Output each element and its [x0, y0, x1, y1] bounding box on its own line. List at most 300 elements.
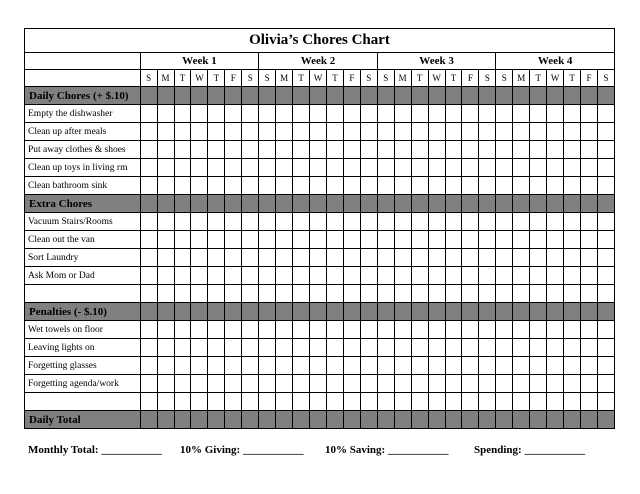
check-cell[interactable]: [445, 339, 462, 357]
check-cell[interactable]: [597, 141, 614, 159]
check-cell[interactable]: [310, 249, 327, 267]
check-cell[interactable]: [377, 249, 394, 267]
check-cell[interactable]: [343, 123, 360, 141]
check-cell[interactable]: [225, 285, 242, 303]
check-cell[interactable]: [360, 357, 377, 375]
check-cell[interactable]: [293, 231, 310, 249]
check-cell[interactable]: [140, 141, 157, 159]
check-cell[interactable]: [360, 159, 377, 177]
check-cell[interactable]: [394, 123, 411, 141]
check-cell[interactable]: [581, 321, 598, 339]
check-cell[interactable]: [581, 231, 598, 249]
check-cell[interactable]: [462, 123, 479, 141]
check-cell[interactable]: [191, 159, 208, 177]
check-cell[interactable]: [174, 339, 191, 357]
check-cell[interactable]: [293, 267, 310, 285]
check-cell[interactable]: [208, 267, 225, 285]
check-cell[interactable]: [564, 249, 581, 267]
check-cell[interactable]: [259, 213, 276, 231]
check-cell[interactable]: [259, 105, 276, 123]
check-cell[interactable]: [293, 123, 310, 141]
check-cell[interactable]: [242, 105, 259, 123]
check-cell[interactable]: [343, 393, 360, 411]
check-cell[interactable]: [462, 213, 479, 231]
check-cell[interactable]: [326, 159, 343, 177]
check-cell[interactable]: [326, 249, 343, 267]
check-cell[interactable]: [276, 339, 293, 357]
check-cell[interactable]: [293, 213, 310, 231]
check-cell[interactable]: [259, 267, 276, 285]
check-cell[interactable]: [581, 267, 598, 285]
check-cell[interactable]: [377, 231, 394, 249]
check-cell[interactable]: [496, 285, 513, 303]
check-cell[interactable]: [513, 357, 530, 375]
check-cell[interactable]: [564, 123, 581, 141]
check-cell[interactable]: [597, 105, 614, 123]
check-cell[interactable]: [496, 249, 513, 267]
check-cell[interactable]: [479, 357, 496, 375]
check-cell[interactable]: [597, 375, 614, 393]
check-cell[interactable]: [293, 375, 310, 393]
check-cell[interactable]: [208, 105, 225, 123]
check-cell[interactable]: [394, 105, 411, 123]
check-cell[interactable]: [597, 123, 614, 141]
check-cell[interactable]: [191, 321, 208, 339]
check-cell[interactable]: [208, 321, 225, 339]
check-cell[interactable]: [140, 393, 157, 411]
check-cell[interactable]: [225, 231, 242, 249]
check-cell[interactable]: [276, 357, 293, 375]
check-cell[interactable]: [597, 357, 614, 375]
check-cell[interactable]: [428, 177, 445, 195]
check-cell[interactable]: [140, 321, 157, 339]
check-cell[interactable]: [259, 159, 276, 177]
check-cell[interactable]: [208, 213, 225, 231]
check-cell[interactable]: [293, 339, 310, 357]
check-cell[interactable]: [242, 177, 259, 195]
check-cell[interactable]: [428, 393, 445, 411]
check-cell[interactable]: [479, 249, 496, 267]
check-cell[interactable]: [326, 357, 343, 375]
check-cell[interactable]: [310, 267, 327, 285]
check-cell[interactable]: [428, 123, 445, 141]
check-cell[interactable]: [530, 141, 547, 159]
check-cell[interactable]: [445, 321, 462, 339]
check-cell[interactable]: [411, 249, 428, 267]
check-cell[interactable]: [191, 213, 208, 231]
check-cell[interactable]: [428, 249, 445, 267]
check-cell[interactable]: [174, 267, 191, 285]
check-cell[interactable]: [343, 321, 360, 339]
check-cell[interactable]: [140, 267, 157, 285]
check-cell[interactable]: [310, 375, 327, 393]
check-cell[interactable]: [530, 231, 547, 249]
check-cell[interactable]: [445, 213, 462, 231]
check-cell[interactable]: [360, 285, 377, 303]
check-cell[interactable]: [479, 213, 496, 231]
check-cell[interactable]: [259, 375, 276, 393]
check-cell[interactable]: [597, 267, 614, 285]
check-cell[interactable]: [174, 285, 191, 303]
check-cell[interactable]: [225, 393, 242, 411]
check-cell[interactable]: [530, 357, 547, 375]
check-cell[interactable]: [462, 105, 479, 123]
check-cell[interactable]: [326, 267, 343, 285]
check-cell[interactable]: [547, 339, 564, 357]
check-cell[interactable]: [310, 159, 327, 177]
check-cell[interactable]: [564, 159, 581, 177]
check-cell[interactable]: [547, 231, 564, 249]
check-cell[interactable]: [445, 267, 462, 285]
check-cell[interactable]: [343, 231, 360, 249]
check-cell[interactable]: [496, 321, 513, 339]
check-cell[interactable]: [411, 339, 428, 357]
check-cell[interactable]: [462, 321, 479, 339]
check-cell[interactable]: [597, 393, 614, 411]
check-cell[interactable]: [597, 339, 614, 357]
check-cell[interactable]: [140, 231, 157, 249]
check-cell[interactable]: [259, 249, 276, 267]
check-cell[interactable]: [259, 357, 276, 375]
check-cell[interactable]: [259, 141, 276, 159]
check-cell[interactable]: [597, 177, 614, 195]
check-cell[interactable]: [326, 213, 343, 231]
check-cell[interactable]: [513, 267, 530, 285]
check-cell[interactable]: [513, 159, 530, 177]
check-cell[interactable]: [462, 357, 479, 375]
check-cell[interactable]: [310, 123, 327, 141]
check-cell[interactable]: [310, 177, 327, 195]
check-cell[interactable]: [208, 249, 225, 267]
check-cell[interactable]: [140, 213, 157, 231]
check-cell[interactable]: [479, 141, 496, 159]
check-cell[interactable]: [208, 123, 225, 141]
check-cell[interactable]: [326, 393, 343, 411]
check-cell[interactable]: [581, 105, 598, 123]
check-cell[interactable]: [191, 285, 208, 303]
check-cell[interactable]: [411, 231, 428, 249]
check-cell[interactable]: [530, 123, 547, 141]
check-cell[interactable]: [394, 177, 411, 195]
check-cell[interactable]: [293, 393, 310, 411]
check-cell[interactable]: [581, 393, 598, 411]
check-cell[interactable]: [343, 285, 360, 303]
check-cell[interactable]: [479, 231, 496, 249]
check-cell[interactable]: [276, 123, 293, 141]
giving-field[interactable]: 10% Giving: ___________: [180, 444, 304, 456]
check-cell[interactable]: [310, 213, 327, 231]
check-cell[interactable]: [564, 267, 581, 285]
check-cell[interactable]: [394, 159, 411, 177]
check-cell[interactable]: [530, 375, 547, 393]
check-cell[interactable]: [326, 105, 343, 123]
check-cell[interactable]: [208, 375, 225, 393]
check-cell[interactable]: [377, 321, 394, 339]
check-cell[interactable]: [377, 159, 394, 177]
check-cell[interactable]: [377, 393, 394, 411]
check-cell[interactable]: [564, 393, 581, 411]
check-cell[interactable]: [513, 141, 530, 159]
check-cell[interactable]: [326, 321, 343, 339]
check-cell[interactable]: [208, 339, 225, 357]
check-cell[interactable]: [513, 393, 530, 411]
check-cell[interactable]: [547, 141, 564, 159]
check-cell[interactable]: [513, 123, 530, 141]
check-cell[interactable]: [411, 141, 428, 159]
check-cell[interactable]: [157, 123, 174, 141]
check-cell[interactable]: [394, 339, 411, 357]
check-cell[interactable]: [479, 321, 496, 339]
check-cell[interactable]: [377, 123, 394, 141]
check-cell[interactable]: [191, 141, 208, 159]
check-cell[interactable]: [242, 285, 259, 303]
check-cell[interactable]: [530, 321, 547, 339]
check-cell[interactable]: [276, 393, 293, 411]
check-cell[interactable]: [310, 141, 327, 159]
check-cell[interactable]: [225, 105, 242, 123]
check-cell[interactable]: [394, 141, 411, 159]
check-cell[interactable]: [428, 105, 445, 123]
check-cell[interactable]: [377, 141, 394, 159]
check-cell[interactable]: [140, 105, 157, 123]
check-cell[interactable]: [157, 213, 174, 231]
check-cell[interactable]: [191, 339, 208, 357]
check-cell[interactable]: [293, 357, 310, 375]
check-cell[interactable]: [513, 249, 530, 267]
check-cell[interactable]: [411, 375, 428, 393]
spending-field[interactable]: Spending: ___________: [474, 444, 585, 456]
check-cell[interactable]: [394, 249, 411, 267]
check-cell[interactable]: [479, 123, 496, 141]
check-cell[interactable]: [462, 159, 479, 177]
check-cell[interactable]: [225, 321, 242, 339]
check-cell[interactable]: [394, 357, 411, 375]
check-cell[interactable]: [547, 123, 564, 141]
check-cell[interactable]: [225, 159, 242, 177]
check-cell[interactable]: [174, 249, 191, 267]
check-cell[interactable]: [445, 393, 462, 411]
check-cell[interactable]: [377, 375, 394, 393]
check-cell[interactable]: [140, 177, 157, 195]
check-cell[interactable]: [564, 285, 581, 303]
check-cell[interactable]: [293, 177, 310, 195]
check-cell[interactable]: [462, 249, 479, 267]
check-cell[interactable]: [174, 321, 191, 339]
check-cell[interactable]: [326, 123, 343, 141]
check-cell[interactable]: [564, 357, 581, 375]
check-cell[interactable]: [225, 339, 242, 357]
check-cell[interactable]: [360, 375, 377, 393]
check-cell[interactable]: [157, 141, 174, 159]
check-cell[interactable]: [394, 393, 411, 411]
check-cell[interactable]: [428, 141, 445, 159]
check-cell[interactable]: [564, 105, 581, 123]
check-cell[interactable]: [445, 357, 462, 375]
check-cell[interactable]: [225, 213, 242, 231]
check-cell[interactable]: [343, 159, 360, 177]
check-cell[interactable]: [479, 375, 496, 393]
check-cell[interactable]: [411, 393, 428, 411]
check-cell[interactable]: [174, 177, 191, 195]
check-cell[interactable]: [326, 339, 343, 357]
check-cell[interactable]: [310, 285, 327, 303]
check-cell[interactable]: [411, 177, 428, 195]
check-cell[interactable]: [581, 249, 598, 267]
check-cell[interactable]: [343, 141, 360, 159]
check-cell[interactable]: [157, 159, 174, 177]
check-cell[interactable]: [259, 231, 276, 249]
check-cell[interactable]: [496, 159, 513, 177]
check-cell[interactable]: [513, 105, 530, 123]
check-cell[interactable]: [360, 321, 377, 339]
check-cell[interactable]: [547, 321, 564, 339]
check-cell[interactable]: [564, 177, 581, 195]
check-cell[interactable]: [530, 177, 547, 195]
check-cell[interactable]: [343, 357, 360, 375]
check-cell[interactable]: [225, 141, 242, 159]
check-cell[interactable]: [411, 123, 428, 141]
check-cell[interactable]: [157, 375, 174, 393]
check-cell[interactable]: [530, 159, 547, 177]
check-cell[interactable]: [242, 159, 259, 177]
check-cell[interactable]: [428, 231, 445, 249]
check-cell[interactable]: [547, 249, 564, 267]
check-cell[interactable]: [462, 231, 479, 249]
check-cell[interactable]: [547, 375, 564, 393]
check-cell[interactable]: [208, 177, 225, 195]
check-cell[interactable]: [411, 105, 428, 123]
check-cell[interactable]: [293, 105, 310, 123]
check-cell[interactable]: [530, 105, 547, 123]
check-cell[interactable]: [581, 213, 598, 231]
check-cell[interactable]: [208, 393, 225, 411]
check-cell[interactable]: [225, 375, 242, 393]
check-cell[interactable]: [310, 231, 327, 249]
check-cell[interactable]: [208, 231, 225, 249]
check-cell[interactable]: [377, 267, 394, 285]
check-cell[interactable]: [597, 321, 614, 339]
check-cell[interactable]: [496, 123, 513, 141]
check-cell[interactable]: [411, 213, 428, 231]
check-cell[interactable]: [276, 267, 293, 285]
check-cell[interactable]: [225, 357, 242, 375]
check-cell[interactable]: [293, 285, 310, 303]
check-cell[interactable]: [225, 177, 242, 195]
check-cell[interactable]: [360, 105, 377, 123]
check-cell[interactable]: [140, 249, 157, 267]
check-cell[interactable]: [530, 339, 547, 357]
check-cell[interactable]: [343, 267, 360, 285]
check-cell[interactable]: [445, 123, 462, 141]
check-cell[interactable]: [157, 177, 174, 195]
check-cell[interactable]: [174, 141, 191, 159]
check-cell[interactable]: [208, 141, 225, 159]
check-cell[interactable]: [462, 393, 479, 411]
check-cell[interactable]: [462, 141, 479, 159]
check-cell[interactable]: [530, 213, 547, 231]
check-cell[interactable]: [242, 321, 259, 339]
check-cell[interactable]: [259, 285, 276, 303]
check-cell[interactable]: [276, 375, 293, 393]
check-cell[interactable]: [174, 357, 191, 375]
check-cell[interactable]: [174, 123, 191, 141]
check-cell[interactable]: [276, 105, 293, 123]
check-cell[interactable]: [191, 375, 208, 393]
check-cell[interactable]: [377, 285, 394, 303]
check-cell[interactable]: [581, 339, 598, 357]
check-cell[interactable]: [174, 159, 191, 177]
check-cell[interactable]: [225, 123, 242, 141]
check-cell[interactable]: [462, 177, 479, 195]
check-cell[interactable]: [157, 285, 174, 303]
check-cell[interactable]: [293, 249, 310, 267]
check-cell[interactable]: [242, 249, 259, 267]
check-cell[interactable]: [276, 177, 293, 195]
check-cell[interactable]: [191, 105, 208, 123]
check-cell[interactable]: [377, 357, 394, 375]
check-cell[interactable]: [496, 267, 513, 285]
check-cell[interactable]: [191, 357, 208, 375]
check-cell[interactable]: [547, 357, 564, 375]
check-cell[interactable]: [360, 249, 377, 267]
check-cell[interactable]: [411, 357, 428, 375]
check-cell[interactable]: [242, 267, 259, 285]
check-cell[interactable]: [479, 393, 496, 411]
check-cell[interactable]: [496, 339, 513, 357]
check-cell[interactable]: [581, 177, 598, 195]
check-cell[interactable]: [462, 267, 479, 285]
check-cell[interactable]: [140, 285, 157, 303]
check-cell[interactable]: [377, 339, 394, 357]
check-cell[interactable]: [496, 141, 513, 159]
check-cell[interactable]: [208, 159, 225, 177]
check-cell[interactable]: [394, 267, 411, 285]
check-cell[interactable]: [242, 393, 259, 411]
check-cell[interactable]: [428, 339, 445, 357]
check-cell[interactable]: [225, 267, 242, 285]
check-cell[interactable]: [394, 213, 411, 231]
check-cell[interactable]: [513, 375, 530, 393]
check-cell[interactable]: [479, 339, 496, 357]
check-cell[interactable]: [496, 393, 513, 411]
check-cell[interactable]: [513, 231, 530, 249]
check-cell[interactable]: [496, 231, 513, 249]
check-cell[interactable]: [242, 339, 259, 357]
check-cell[interactable]: [157, 321, 174, 339]
check-cell[interactable]: [445, 159, 462, 177]
check-cell[interactable]: [513, 177, 530, 195]
check-cell[interactable]: [276, 321, 293, 339]
check-cell[interactable]: [462, 339, 479, 357]
check-cell[interactable]: [411, 321, 428, 339]
check-cell[interactable]: [581, 285, 598, 303]
check-cell[interactable]: [174, 105, 191, 123]
check-cell[interactable]: [581, 123, 598, 141]
check-cell[interactable]: [326, 231, 343, 249]
check-cell[interactable]: [513, 339, 530, 357]
check-cell[interactable]: [157, 267, 174, 285]
check-cell[interactable]: [547, 177, 564, 195]
check-cell[interactable]: [445, 375, 462, 393]
check-cell[interactable]: [496, 105, 513, 123]
check-cell[interactable]: [225, 249, 242, 267]
check-cell[interactable]: [428, 267, 445, 285]
check-cell[interactable]: [428, 213, 445, 231]
check-cell[interactable]: [360, 177, 377, 195]
check-cell[interactable]: [479, 159, 496, 177]
check-cell[interactable]: [496, 177, 513, 195]
check-cell[interactable]: [496, 375, 513, 393]
